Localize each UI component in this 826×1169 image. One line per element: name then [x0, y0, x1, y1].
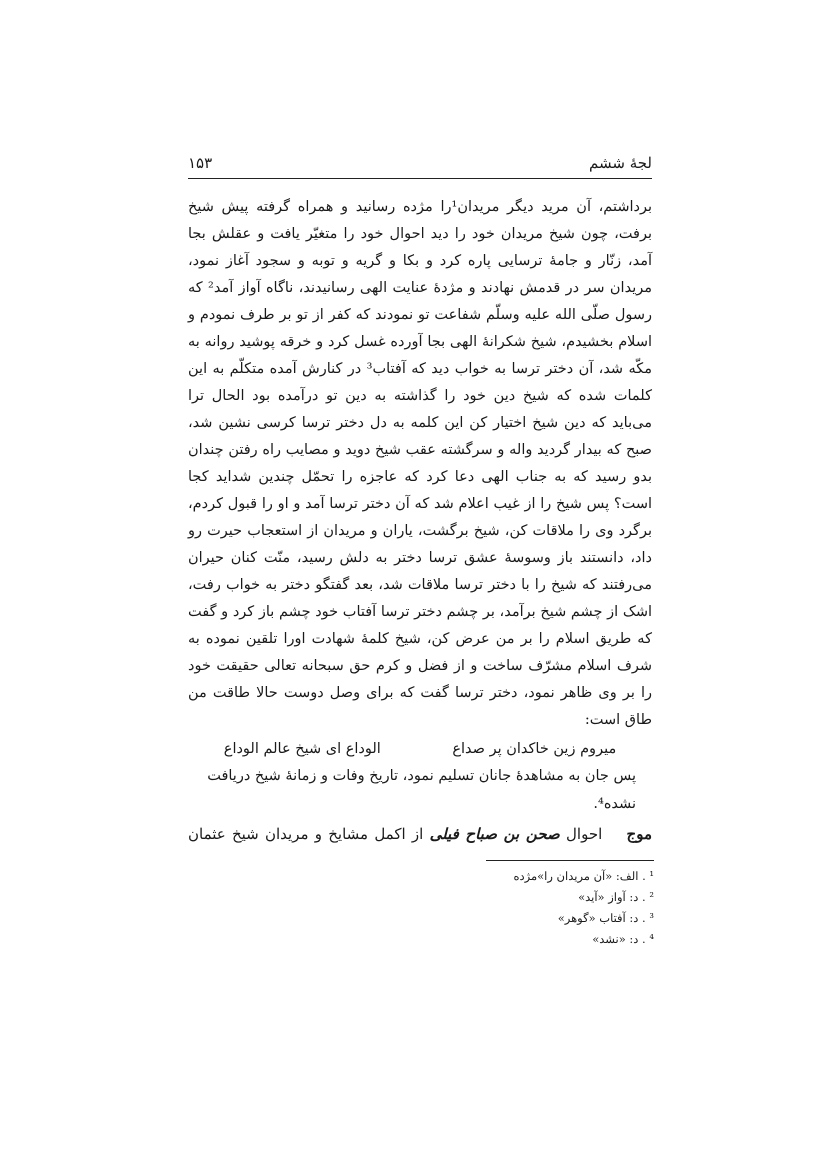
- running-header: [188, 148, 652, 179]
- footnote-3: ³ . د: آفتاب «گوهر»: [557, 911, 654, 925]
- body-paragraph: برداشتم، آن مرید دیگر مریدان¹را مژده رسانید و همراه گرفته پیش شیخ برفت، چون شیخ مریدان خود را دید احوال خود را متغیّر یافت و عقلش بجا آمد، زنّار و جامۀ ترسایی پاره کرد و بکا و گریه و توبه و سجود آغاز نمود، مریدان سر در قدمش نهادند و مژدۀ عنایت الهی رسانیدند، ناگاه آواز آمد² که رسول صلّی الله علیه وسلّم شفاعت تو نمودند که کفر از تو بر طرف نمودم و اسلام بخشیدم، شیخ شکرانۀ الهی بجا آورده غسل کرد و خرقه پوشید روانه به مکّه شد، آن دختر ترسا به خواب دید که آفتاب³ در کنارش آمده متکلّم به این کلمات شده که شیخ دین خود را گذاشته به دین تو درآمده بود الحال ترا می‌باید که دین شیخ اختیار کن این کلمه به دل دختر ترسا کرسی نشین شد، صبح که بیدار گردید واله و سرگشته عقب شیخ دوید و مصایب راه رفتن چندان بدو رسید که به جناب الهی دعا کرد که عاجزه را تحمّل چندین شداید کجا است؟ پس شیخ را از غیب اعلام شد که آن دختر ترسا آمد و او را قبول کردم، برگرد وی را ملاقات کن، شیخ برگشت، یاران و مریدان از استعجاب حیرت رو داد، دانستند باز وسوسۀ عشق ترسا دختر به دلش رسید، منّت کنان حیران می‌رفتند که شیخ را با دختر ترسا ملاقات شد، بعد گفتگو دختر به خواب رفت، اشک از چشم شیخ برآمد، بر چشم دختر ترسا آفتاب خود چشم باز کرد و گفت که طریق اسلام را بر من عرض کن، شیخ کلمۀ شهادت اورا تلقین نموده به شرف اسلام مشرّف ساخت و از فضل و کرم حق سبحانه تعالی حقیقت خود را بر وی ظاهر نمود، دختر ترسا گفت که برای وصل دوست حالا طاقت من طاق است:: [188, 199, 653, 728]
- section-person-name: صحن بن صباح فیلی: [429, 825, 560, 843]
- main-text: [188, 194, 652, 734]
- verse-hemistich-left: الوداع ای شیخ عالم الوداع: [223, 741, 381, 757]
- verse-hemistich-right: میروم زین خاکدان پر صداع: [452, 741, 617, 757]
- footnote-4: ⁴ . د: «نشد»: [592, 932, 654, 946]
- section-label: موج: [626, 825, 652, 843]
- footnote-2: ² . د: آواز «آید»: [578, 890, 654, 904]
- footnote-1: ¹ . الف: «آن مریدان را»مژده: [513, 869, 654, 883]
- section-prefix: احوال: [566, 825, 603, 843]
- verse-couplet: [188, 734, 652, 764]
- footnotes: [354, 866, 654, 950]
- section-suffix: از اکمل مشایخ و مریدان شیخ عثمان: [188, 825, 424, 843]
- closing-sentence: پس جان به مشاهدۀ جانان تسلیم نمود، تاریخ وفات و زمانۀ شیخ دریافت نشده⁴.: [207, 768, 636, 812]
- section-heading: [188, 820, 652, 848]
- footnote-divider: [486, 860, 654, 861]
- chapter-title: لجۀ ششم: [589, 154, 652, 172]
- page-number: ۱۵۳: [188, 154, 213, 172]
